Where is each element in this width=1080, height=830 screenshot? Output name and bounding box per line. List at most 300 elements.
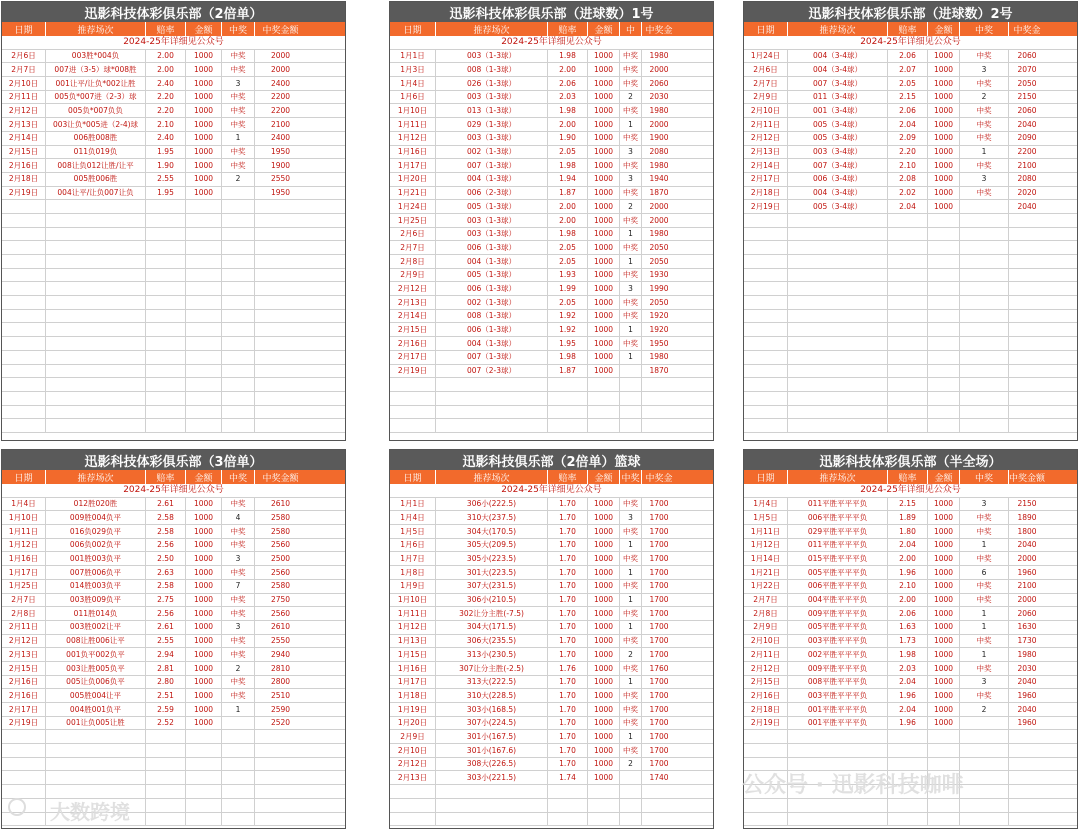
watermark-right: 公众号 · 迅影科技咖啡 — [742, 773, 964, 798]
table-row — [390, 337, 713, 351]
table-cell — [2, 351, 46, 364]
table-cell — [186, 241, 222, 254]
table-cell: 1月19日 — [390, 703, 436, 716]
table-cell: 2 — [620, 200, 642, 213]
table-cell: 004（1-3球） — [436, 173, 548, 186]
column-header: 推荐场次 — [46, 470, 146, 484]
column-header: 中奖 — [620, 470, 642, 484]
table-cell: 2.55 — [146, 635, 186, 648]
table-cell: 1.70 — [548, 744, 588, 757]
table-row — [390, 498, 713, 512]
table-cell — [46, 214, 146, 227]
table-row — [390, 310, 713, 324]
table-cell: 1.87 — [548, 365, 588, 378]
table-cell: 1000 — [588, 118, 620, 131]
table-cell: 中奖 — [222, 50, 255, 63]
table-row — [390, 241, 713, 255]
table-cell: 2750 — [270, 595, 291, 605]
table-cell — [960, 282, 1009, 295]
table-row — [390, 419, 713, 433]
table-cell: 1.73 — [888, 635, 928, 648]
column-header: 中 — [620, 22, 642, 36]
table-cell: 2070 — [1017, 64, 1037, 74]
table-cell — [146, 241, 186, 254]
table-row — [390, 580, 713, 594]
table-cell: 3 — [620, 282, 642, 295]
table-cell: 1000 — [928, 580, 960, 593]
table-row — [390, 621, 713, 635]
table-cell: 中奖 — [960, 662, 1009, 675]
table-row — [390, 771, 713, 785]
table-cell: 1.70 — [548, 566, 588, 579]
table-row — [2, 607, 345, 621]
table-cell — [2, 744, 46, 757]
table-cell: 2.50 — [146, 552, 186, 565]
table-cell: 1 — [222, 703, 255, 716]
table-cell: 1700 — [649, 759, 669, 769]
table-cell — [186, 269, 222, 282]
panel-title: 迅影科技体彩俱乐部（进球数）1号 — [390, 2, 713, 22]
table-cell — [46, 228, 146, 241]
table-cell: 2510 — [270, 690, 291, 700]
table-cell: 2月15日 — [390, 323, 436, 336]
table-cell: 003让胜005负平 — [46, 662, 146, 675]
column-header: 赔率 — [888, 470, 928, 484]
table-cell — [2, 310, 46, 323]
table-cell: 1000 — [588, 676, 620, 689]
table-cell — [186, 310, 222, 323]
table-row — [390, 525, 713, 539]
table-cell: 1000 — [588, 282, 620, 295]
table-cell: 3 — [222, 552, 255, 565]
table-cell: 3 — [960, 676, 1009, 689]
table-cell: 008让负012让胜/让平 — [46, 159, 146, 172]
table-cell — [436, 785, 548, 798]
table-cell: 006平胜平平平负 — [788, 511, 888, 524]
table-cell: 1000 — [588, 146, 620, 159]
table-cell: 012胜020胜 — [46, 498, 146, 511]
column-header: 金额 — [928, 470, 960, 484]
table-cell: 1960 — [1017, 567, 1037, 577]
column-header: 金额 — [588, 22, 620, 36]
table-cell — [186, 282, 222, 295]
column-header: 日期 — [390, 22, 436, 36]
table-cell: 1000 — [928, 703, 960, 716]
table-cell: 1700 — [649, 554, 669, 564]
table-cell — [1009, 785, 1045, 798]
table-cell: 中奖 — [960, 77, 1009, 90]
table-cell: 中奖 — [222, 566, 255, 579]
table-row — [2, 323, 345, 337]
table-cell: 2月7日 — [2, 63, 46, 76]
table-row — [2, 744, 345, 758]
table-cell: 2400 — [270, 78, 291, 88]
table-cell: 2月15日 — [2, 662, 46, 675]
table-cell: 2月19日 — [2, 187, 46, 200]
table-cell — [2, 419, 46, 432]
table-cell: 1.70 — [548, 594, 588, 607]
table-row — [744, 621, 1077, 635]
table-row — [744, 378, 1077, 392]
table-cell: 1.70 — [548, 607, 588, 620]
table-cell — [960, 799, 1009, 812]
table-cell: 1月5日 — [390, 525, 436, 538]
table-cell: 2.00 — [146, 50, 186, 63]
table-cell: 1月4日 — [390, 77, 436, 90]
table-cell: 中奖 — [222, 146, 255, 159]
table-cell: 1月11日 — [2, 525, 46, 538]
table-cell: 2500 — [270, 554, 291, 564]
table-cell — [186, 214, 222, 227]
table-row — [2, 187, 345, 201]
table-cell: 2月14日 — [744, 159, 788, 172]
table-cell: 1.96 — [888, 689, 928, 702]
table-cell: 2100 — [1017, 581, 1037, 591]
table-cell: 2200 — [270, 92, 291, 102]
table-cell — [146, 365, 186, 378]
table-cell: 1920 — [649, 325, 669, 335]
column-header: 日期 — [744, 470, 788, 484]
table-cell: 006（1-3球） — [436, 323, 548, 336]
table-cell: 2.15 — [888, 498, 928, 511]
table-cell: 004胜001负平 — [46, 703, 146, 716]
table-cell: 中奖 — [620, 717, 642, 730]
table-cell: 2月8日 — [2, 607, 46, 620]
table-cell: 2080 — [649, 147, 669, 157]
table-cell: 2.03 — [548, 91, 588, 104]
table-cell: 1980 — [649, 51, 669, 61]
table-cell: 2040 — [1017, 677, 1037, 687]
table-cell — [744, 214, 788, 227]
table-cell: 1.95 — [548, 337, 588, 350]
table-cell: 2060 — [1017, 51, 1037, 61]
table-row — [2, 392, 345, 406]
table-cell — [186, 200, 222, 213]
table-cell: 2.03 — [888, 662, 928, 675]
table-row — [2, 228, 345, 242]
table-cell — [788, 365, 888, 378]
table-cell: 3 — [620, 146, 642, 159]
table-cell: 1000 — [588, 498, 620, 511]
table-row — [744, 539, 1077, 553]
table-row — [390, 648, 713, 662]
table-cell: 2050 — [1017, 78, 1037, 88]
table-cell: 2月9日 — [390, 269, 436, 282]
table-cell — [436, 378, 548, 391]
table-cell: 001平胜平平平负 — [788, 717, 888, 730]
table-cell: 2.07 — [888, 63, 928, 76]
panel-1 — [389, 1, 714, 441]
table-cell: 2月16日 — [2, 159, 46, 172]
table-cell — [222, 337, 255, 350]
table-cell: 2月18日 — [2, 173, 46, 186]
column-header: 中奖金额 — [262, 473, 299, 484]
table-cell: 2月13日 — [390, 296, 436, 309]
table-cell: 2.51 — [146, 689, 186, 702]
table-cell: 中奖 — [960, 50, 1009, 63]
table-cell: 1月15日 — [390, 648, 436, 661]
table-cell: 2.20 — [888, 146, 928, 159]
table-cell — [744, 310, 788, 323]
table-cell — [788, 744, 888, 757]
table-cell: 1月20日 — [390, 173, 436, 186]
subtitle-row: 2024-25年详细见公众号 — [2, 36, 345, 50]
table-cell — [255, 771, 306, 784]
table-cell — [2, 813, 46, 826]
table-cell — [928, 392, 960, 405]
table-cell: 2 — [960, 91, 1009, 104]
table-cell — [1009, 378, 1045, 391]
table-cell — [642, 392, 676, 405]
table-cell: 008（1-3球） — [436, 310, 548, 323]
table-cell: 1 — [620, 323, 642, 336]
table-row — [2, 511, 345, 525]
column-header: 中奖金 — [1013, 25, 1041, 36]
table-cell: 2月19日 — [744, 200, 788, 213]
table-cell: 1000 — [588, 580, 620, 593]
table-cell: 2月7日 — [390, 241, 436, 254]
table-cell: 1000 — [588, 351, 620, 364]
table-cell — [146, 282, 186, 295]
table-row — [2, 419, 345, 433]
table-cell — [788, 813, 888, 826]
table-cell: 2月12日 — [2, 104, 46, 117]
column-header: 推荐场次 — [46, 22, 146, 36]
table-cell: 1940 — [649, 174, 669, 184]
table-cell: 1000 — [186, 146, 222, 159]
table-cell — [928, 296, 960, 309]
table-cell: 1000 — [186, 159, 222, 172]
table-cell: 1000 — [928, 662, 960, 675]
table-cell: 1月18日 — [390, 689, 436, 702]
table-cell — [960, 337, 1009, 350]
table-cell: 004（3-4球） — [788, 63, 888, 76]
table-cell: 中奖 — [620, 689, 642, 702]
table-cell: 029平胜平平平负 — [788, 525, 888, 538]
table-cell: 2 — [222, 662, 255, 675]
table-cell: 1000 — [186, 552, 222, 565]
table-row — [2, 365, 345, 379]
table-cell: 1月12日 — [744, 539, 788, 552]
table-row — [744, 419, 1077, 433]
table-cell — [1009, 771, 1045, 784]
table-row — [2, 173, 345, 187]
table-cell: 005胜004让平 — [46, 689, 146, 702]
table-cell: 1月1日 — [390, 50, 436, 63]
table-cell: 1700 — [649, 718, 669, 728]
table-cell: 1月1日 — [390, 498, 436, 511]
table-cell — [46, 744, 146, 757]
table-row — [390, 607, 713, 621]
column-header: 金额 — [186, 470, 222, 484]
table-cell: 2.61 — [146, 498, 186, 511]
table-cell: 中奖 — [222, 104, 255, 117]
table-cell: 1000 — [186, 498, 222, 511]
table-cell — [928, 365, 960, 378]
table-row — [2, 296, 345, 310]
table-cell: 中奖 — [620, 132, 642, 145]
table-cell: 004平胜平平平负 — [788, 594, 888, 607]
table-cell — [888, 228, 928, 241]
table-cell: 2月12日 — [390, 282, 436, 295]
table-cell: 7 — [222, 580, 255, 593]
table-cell — [928, 419, 960, 432]
table-row — [744, 228, 1077, 242]
table-cell — [146, 785, 186, 798]
table-row — [2, 758, 345, 772]
table-cell — [928, 228, 960, 241]
table-row — [744, 799, 1077, 813]
table-cell: 2月15日 — [744, 676, 788, 689]
table-row — [390, 689, 713, 703]
table-cell — [146, 200, 186, 213]
table-cell: 1000 — [588, 662, 620, 675]
table-row — [2, 351, 345, 365]
table-cell: 1000 — [186, 173, 222, 186]
table-cell: 1000 — [588, 63, 620, 76]
table-row — [390, 269, 713, 283]
table-cell: 2月9日 — [390, 730, 436, 743]
table-cell: 1月6日 — [390, 539, 436, 552]
table-cell: 1950 — [270, 188, 291, 198]
table-cell: 1000 — [588, 337, 620, 350]
table-cell: 2.05 — [548, 241, 588, 254]
table-cell: 306小(222.5) — [436, 498, 548, 511]
table-cell — [222, 241, 255, 254]
table-cell — [548, 392, 588, 405]
table-row — [2, 214, 345, 228]
table-cell — [46, 241, 146, 254]
table-cell: 1.70 — [548, 539, 588, 552]
table-cell: 1 — [620, 118, 642, 131]
table-cell: 1.95 — [146, 187, 186, 200]
table-cell: 1月16日 — [2, 552, 46, 565]
subtitle-row: 2024-25年详细见公众号 — [744, 484, 1077, 498]
table-cell: 004（3-4球） — [788, 50, 888, 63]
panel-title: 迅影科技体彩俱乐部（进球数）2号 — [744, 2, 1077, 22]
table-cell: 003胜009负平 — [46, 594, 146, 607]
table-cell: 016负029负平 — [46, 525, 146, 538]
table-cell — [2, 269, 46, 282]
table-cell: 2月8日 — [390, 255, 436, 268]
table-row — [2, 200, 345, 214]
table-cell: 301大(223.5) — [436, 566, 548, 579]
table-cell: 1700 — [649, 649, 669, 659]
table-cell — [1009, 730, 1045, 743]
table-cell: 2.55 — [146, 173, 186, 186]
table-cell: 006平胜平平平负 — [788, 580, 888, 593]
table-cell: 1月13日 — [390, 635, 436, 648]
table-cell — [186, 255, 222, 268]
table-row — [2, 159, 345, 173]
table-cell — [255, 419, 306, 432]
table-cell: 1000 — [928, 594, 960, 607]
table-cell: 1700 — [649, 608, 669, 618]
table-cell: 008让胜006让平 — [46, 635, 146, 648]
table-row — [744, 607, 1077, 621]
table-cell: 中奖 — [960, 159, 1009, 172]
table-cell — [588, 813, 620, 826]
table-cell: 1000 — [928, 132, 960, 145]
table-cell: 003（1-3球） — [436, 132, 548, 145]
table-cell: 005负*007进（2-3）球 — [46, 91, 146, 104]
table-cell — [588, 406, 620, 419]
table-cell: 2月11日 — [744, 118, 788, 131]
table-cell: 001负平002负平 — [46, 648, 146, 661]
table-cell: 2月12日 — [2, 635, 46, 648]
table-cell: 中奖 — [222, 118, 255, 131]
table-cell: 004让平/让负007让负 — [46, 187, 146, 200]
table-cell — [588, 378, 620, 391]
table-cell: 2月13日 — [2, 118, 46, 131]
table-cell: 302让分主胜(-7.5) — [436, 607, 548, 620]
panel-title: 迅影科技体彩俱乐部（半全场） — [744, 450, 1077, 470]
table-cell — [744, 296, 788, 309]
table-cell: 2月19日 — [2, 717, 46, 730]
table-cell — [255, 730, 306, 743]
table-cell — [888, 406, 928, 419]
table-cell: 2月18日 — [744, 703, 788, 716]
table-cell: 1870 — [649, 188, 669, 198]
table-cell: 002（1-3球） — [436, 146, 548, 159]
table-cell: 1980 — [1017, 649, 1037, 659]
table-cell: 1920 — [649, 311, 669, 321]
table-cell: 2.06 — [888, 50, 928, 63]
table-cell: 2000 — [649, 119, 669, 129]
table-cell: 1000 — [588, 323, 620, 336]
table-cell — [960, 813, 1009, 826]
table-cell: 003平胜平平平负 — [788, 689, 888, 702]
table-cell: 2月15日 — [2, 146, 46, 159]
table-cell: 006（3-4球） — [788, 173, 888, 186]
table-cell: 1.70 — [548, 730, 588, 743]
table-cell: 中奖 — [222, 539, 255, 552]
table-cell — [744, 392, 788, 405]
table-cell — [888, 282, 928, 295]
table-cell: 1000 — [588, 77, 620, 90]
table-cell: 007（1-3球） — [436, 159, 548, 172]
table-cell — [222, 310, 255, 323]
table-row — [744, 50, 1077, 64]
table-row — [744, 498, 1077, 512]
table-cell: 1700 — [649, 704, 669, 714]
table-cell: 1月9日 — [390, 580, 436, 593]
table-cell — [390, 406, 436, 419]
table-cell: 2000 — [649, 215, 669, 225]
table-cell: 006（2-3球） — [436, 187, 548, 200]
table-cell — [928, 241, 960, 254]
table-cell: 307让分主胜(-2.5) — [436, 662, 548, 675]
table-cell: 1月25日 — [2, 580, 46, 593]
table-cell: 1800 — [1017, 526, 1037, 536]
table-cell: 2月17日 — [744, 173, 788, 186]
table-cell: 1000 — [928, 552, 960, 565]
table-row — [744, 118, 1077, 132]
table-cell — [960, 730, 1009, 743]
table-cell — [788, 730, 888, 743]
table-cell — [642, 419, 676, 432]
table-cell — [888, 296, 928, 309]
table-cell: 1月4日 — [744, 498, 788, 511]
table-cell: 003（1-3球） — [436, 50, 548, 63]
table-cell: 306小(210.5) — [436, 594, 548, 607]
table-cell: 2月17日 — [2, 703, 46, 716]
table-row — [744, 159, 1077, 173]
column-header: 日期 — [744, 22, 788, 36]
table-cell: 1000 — [186, 594, 222, 607]
table-cell: 3 — [960, 173, 1009, 186]
table-row — [2, 104, 345, 118]
